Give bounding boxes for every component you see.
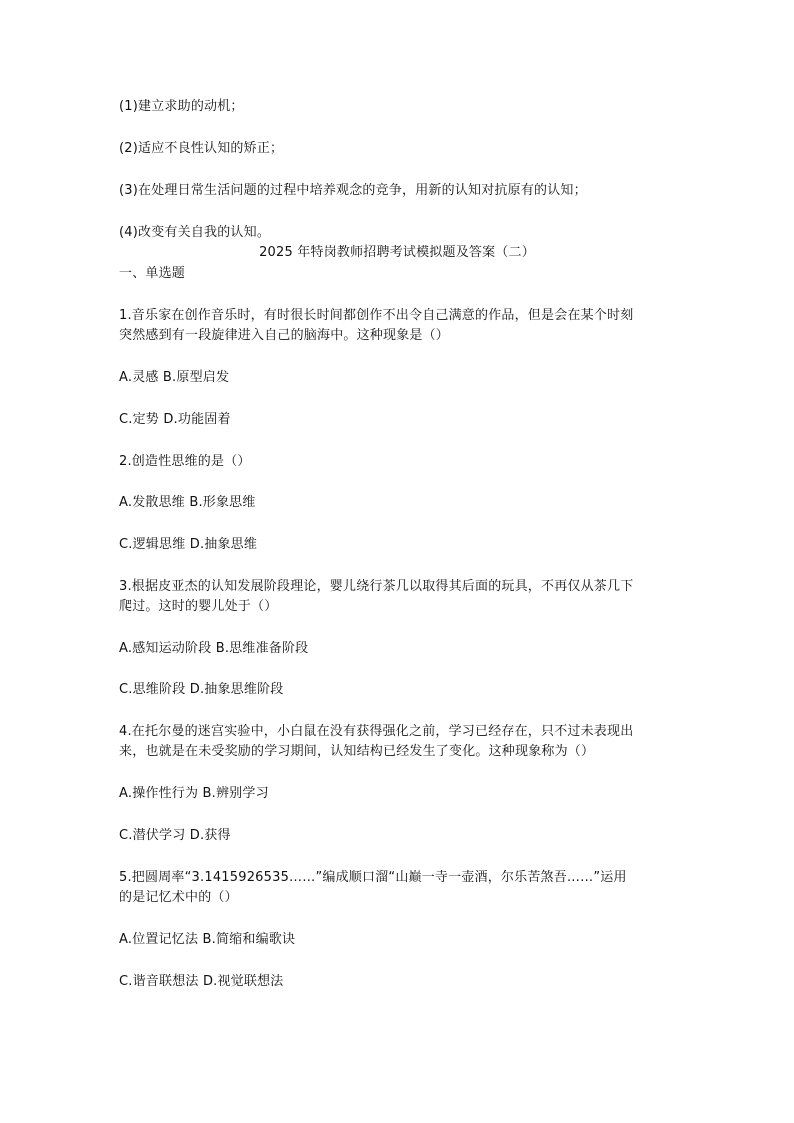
question-2-stem-line-1: 2.创造性思维的是（） bbox=[119, 454, 251, 469]
question-4-stem-line-1: 4.在托尔曼的迷宫实验中，小白鼠在没有获得强化之前，学习已经存在，只不过未表现出 bbox=[119, 724, 634, 739]
question-2-options-cd: C.逻辑思维 D.抽象思维 bbox=[119, 537, 258, 552]
question-3-stem-line-1: 3.根据皮亚杰的认知发展阶段理论，婴儿绕行茶几以取得其后面的玩具，不再仅从茶几下 bbox=[119, 579, 634, 594]
intro-item-3: (3)在处理日常生活问题的过程中培养观念的竞争，用新的认知对抗原有的认知； bbox=[119, 183, 587, 198]
question-5-options-cd: C.谐音联想法 D.视觉联想法 bbox=[119, 974, 284, 989]
question-4-options-ab: A.操作性行为 B.辨别学习 bbox=[119, 786, 269, 801]
question-1-stem-line-2: 突然感到有一段旋律进入自己的脑海中。这种现象是（） bbox=[119, 328, 450, 343]
intro-item-1: (1)建立求助的动机； bbox=[119, 99, 244, 114]
question-3-options-cd: C.思维阶段 D.抽象思维阶段 bbox=[119, 682, 284, 697]
intro-item-2: (2)适应不良性认知的矫正； bbox=[119, 141, 284, 156]
question-1-options-ab: A.灵感 B.原型启发 bbox=[119, 370, 230, 385]
intro-item-4: (4)改变有关自我的认知。 bbox=[119, 225, 271, 240]
question-5-stem-line-2: 的是记忆术中的（） bbox=[119, 890, 238, 905]
question-3-options-ab: A.感知运动阶段 B.思维准备阶段 bbox=[119, 641, 309, 656]
question-4-stem-line-2: 来，也就是在未受奖励的学习期间，认知结构已经发生了变化。这种现象称为（） bbox=[119, 744, 595, 759]
question-1-stem-line-1: 1.音乐家在创作音乐时，有时很长时间都创作不出令自己满意的作品，但是会在某个时刻 bbox=[119, 308, 634, 323]
section-heading: 一、单选题 bbox=[119, 266, 186, 281]
question-3-stem-line-2: 爬过。这时的婴儿处于（） bbox=[119, 599, 278, 614]
document-title: 2025 年特岗教师招聘考试模拟题及答案（二） bbox=[259, 245, 535, 260]
question-5-stem-line-1: 5.把圆周率“3.1415926535……”编成顺口溜“山巅一寺一壶酒，尔乐苦煞吾……”运用 bbox=[119, 870, 627, 885]
question-1-options-cd: C.定势 D.功能固着 bbox=[119, 412, 231, 427]
question-4-options-cd: C.潜伏学习 D.获得 bbox=[119, 828, 231, 843]
question-5-options-ab: A.位置记忆法 B.简缩和编歌诀 bbox=[119, 932, 296, 947]
question-2-options-ab: A.发散思维 B.形象思维 bbox=[119, 495, 256, 510]
